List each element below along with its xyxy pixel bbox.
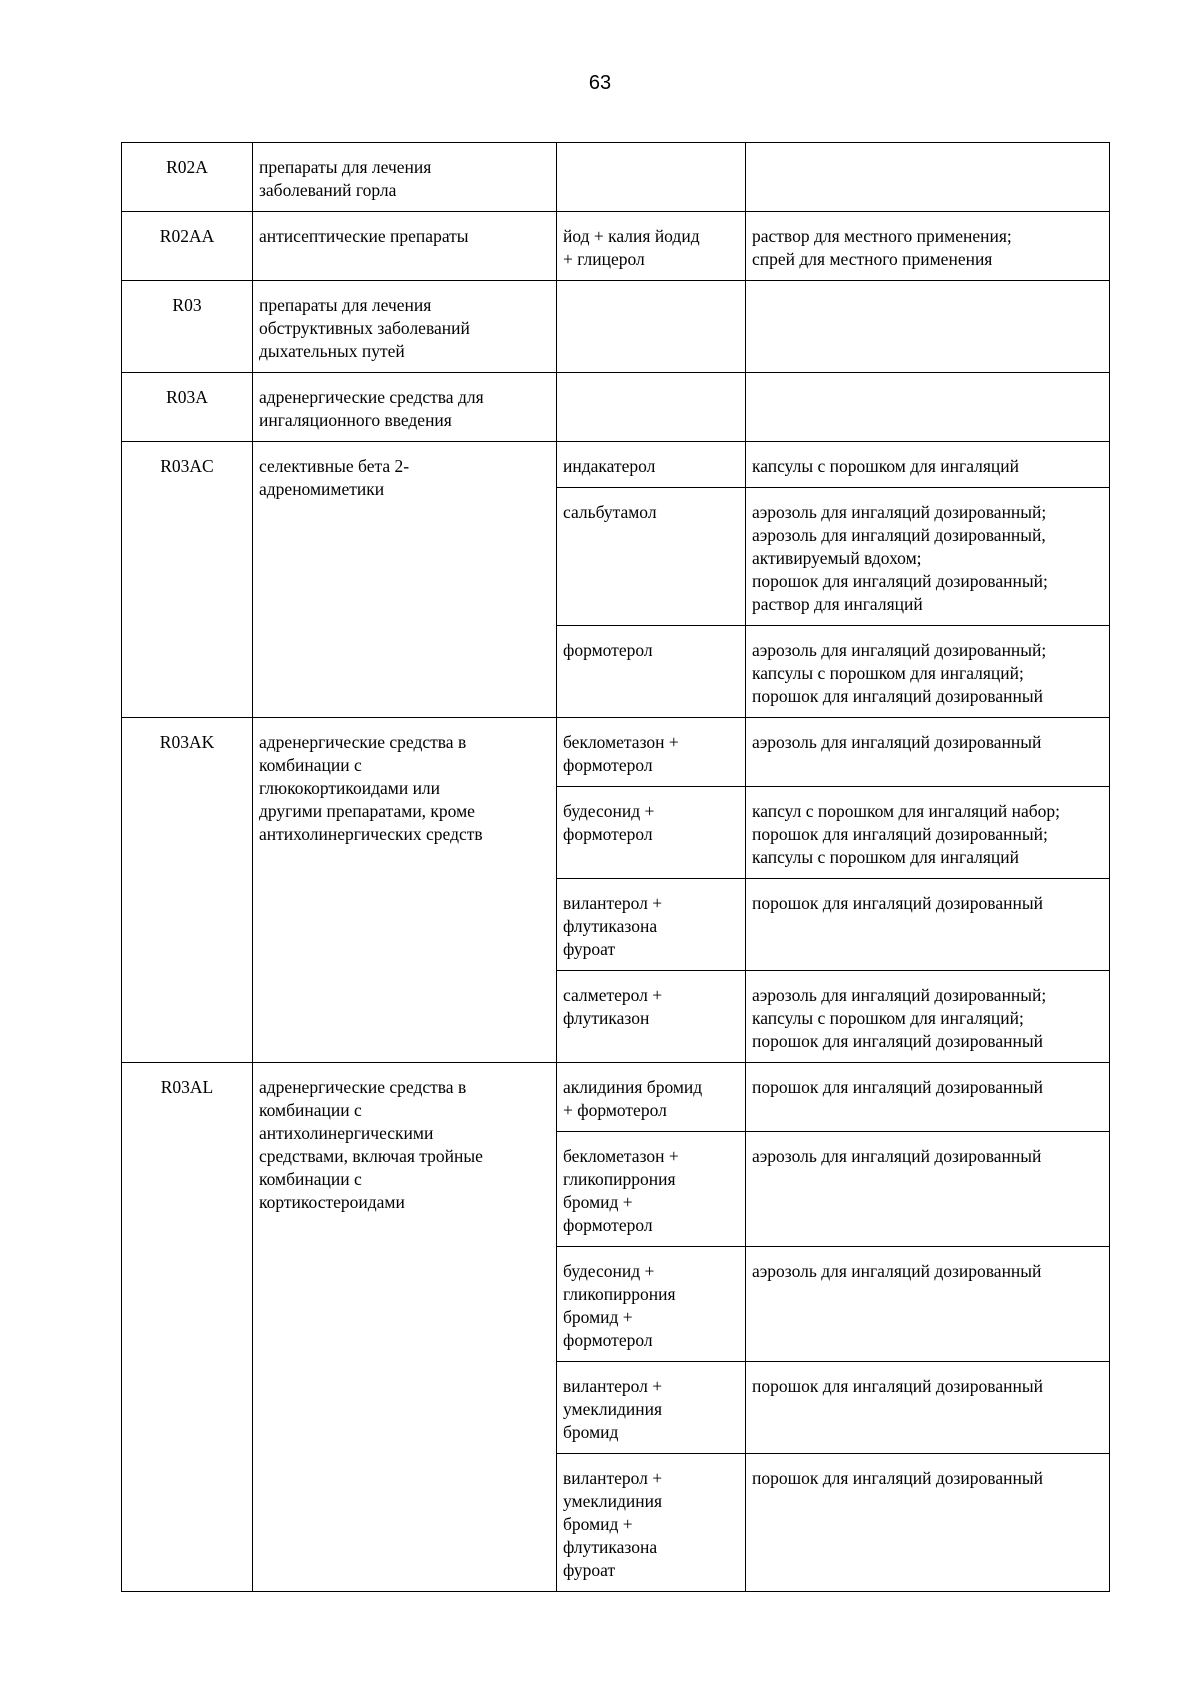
drug-name-cell: салметерол + флутиказон [557,971,746,1063]
drug-name-cell: сальбутамол [557,488,746,626]
group-name-cell: антисептические препараты [253,212,557,281]
dosage-form-cell [746,373,1110,442]
table-body [122,143,1110,1592]
dosage-form-cell: порошок для ингаляций дозированный [746,1454,1110,1592]
table-row [122,718,1110,787]
drug-name-cell: вилантерол + флутиказона фуроат [557,879,746,971]
drug-name-cell [557,373,746,442]
dosage-form-cell: раствор для местного применения; спрей для местного применения [746,212,1110,281]
dosage-form-cell [746,281,1110,373]
drug-name-cell: вилантерол + умеклидиния бромид + флутиказона фуроат [557,1454,746,1592]
group-name-cell: препараты для лечения обструктивных заболеваний дыхательных путей [253,281,557,373]
table-row [122,281,1110,373]
group-name-cell: селективные бета 2- адреномиметики [253,442,557,718]
drug-name-cell: будесонид + гликопиррония бромид + формотерол [557,1247,746,1362]
dosage-form-cell: аэрозоль для ингаляций дозированный [746,718,1110,787]
atc-code-cell: R02AA [122,212,253,281]
group-name-cell: адренергические средства в комбинации с глюкокортикоидами или другими препаратами, кроме антихолинергических средств [253,718,557,1063]
drug-name-cell: аклидиния бромид + формотерол [557,1063,746,1132]
drug-name-cell: формотерол [557,626,746,718]
drug-name-cell: вилантерол + умеклидиния бромид [557,1362,746,1454]
dosage-form-cell: порошок для ингаляций дозированный [746,1063,1110,1132]
table-row [122,212,1110,281]
table-row [122,1063,1110,1132]
page-number: 63 [588,72,612,94]
drug-name-cell [557,143,746,212]
dosage-form-cell: капсулы с порошком для ингаляций [746,442,1110,488]
drug-classification-table [121,142,1110,1592]
drug-name-cell [557,281,746,373]
drug-name-cell: йод + калия йодид + глицерол [557,212,746,281]
atc-code-cell: R03AL [122,1063,253,1592]
dosage-form-cell [746,143,1110,212]
drug-name-cell: беклометазон + формотерол [557,718,746,787]
table-row [122,373,1110,442]
drug-name-cell: будесонид + формотерол [557,787,746,879]
drug-name-cell: беклометазон + гликопиррония бромид + формотерол [557,1132,746,1247]
atc-code-cell: R03 [122,281,253,373]
atc-code-cell: R03A [122,373,253,442]
dosage-form-cell: порошок для ингаляций дозированный [746,1362,1110,1454]
drug-name-cell: индакатерол [557,442,746,488]
atc-code-cell: R02A [122,143,253,212]
dosage-form-cell: порошок для ингаляций дозированный [746,879,1110,971]
dosage-form-cell: аэрозоль для ингаляций дозированный [746,1247,1110,1362]
atc-code-cell: R03AC [122,442,253,718]
group-name-cell: адренергические средства в комбинации с антихолинергическими средствами, включая тройные комбинации с кортикостероидами [253,1063,557,1592]
dosage-form-cell: аэрозоль для ингаляций дозированный [746,1132,1110,1247]
atc-code-cell: R03AK [122,718,253,1063]
dosage-form-cell: капсул с порошком для ингаляций набор; порошок для ингаляций дозированный; капсулы с порошком для ингаляций [746,787,1110,879]
table-row [122,442,1110,488]
table-row [122,143,1110,212]
dosage-form-cell: аэрозоль для ингаляций дозированный; капсулы с порошком для ингаляций; порошок для ингаляций дозированный [746,971,1110,1063]
dosage-form-cell: аэрозоль для ингаляций дозированный; аэрозоль для ингаляций дозированный, активируемый вдохом; порошок для ингаляций дозированный; раствор для ингаляций [746,488,1110,626]
group-name-cell: адренергические средства для ингаляционного введения [253,373,557,442]
dosage-form-cell: аэрозоль для ингаляций дозированный; капсулы с порошком для ингаляций; порошок для ингаляций дозированный [746,626,1110,718]
group-name-cell: препараты для лечения заболеваний горла [253,143,557,212]
